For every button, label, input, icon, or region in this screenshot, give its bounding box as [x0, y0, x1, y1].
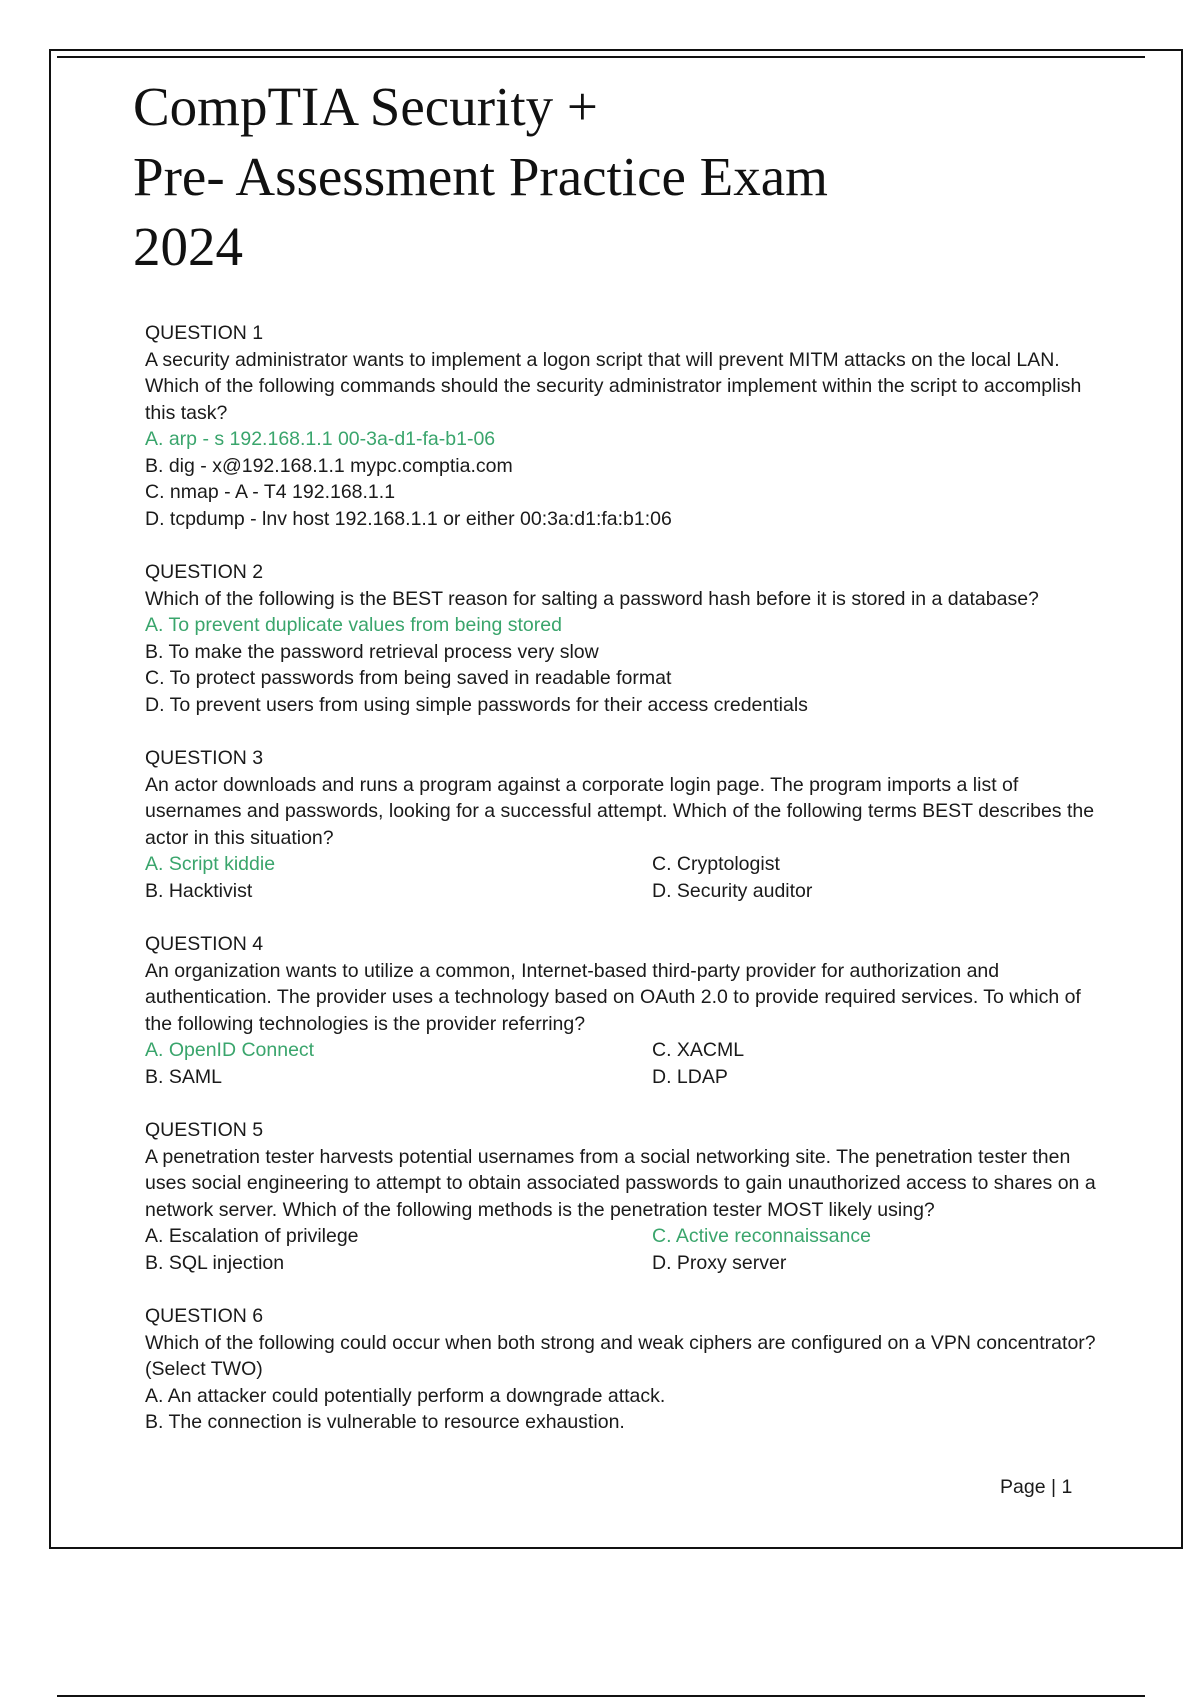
- options-grid: [145, 1223, 1105, 1276]
- title-line-1: CompTIA Security +: [133, 76, 598, 137]
- option-c: C. nmap - A - T4 192.168.1.1: [145, 481, 396, 503]
- option-a-correct: A. To prevent duplicate values from being stored: [145, 614, 562, 636]
- option-a-correct: A. arp - s 192.168.1.1 00-3a-d1-fa-b1-06: [145, 428, 496, 450]
- question-text: An organization wants to utilize a common, Internet-based third-party provider for authorization and authentication. The provider uses a technology based on OAuth 2.0 to provide required services. To which of the following technologies is the provider referring?: [145, 959, 1081, 1035]
- question-5: [145, 1117, 1105, 1276]
- option-c: C. Cryptologist: [652, 853, 780, 875]
- option-b: B. SAML: [145, 1065, 222, 1088]
- question-label: QUESTION 4: [145, 933, 264, 955]
- option-b: B. SQL injection: [145, 1251, 285, 1274]
- option-c: C. To protect passwords from being saved in readable format: [145, 667, 672, 689]
- option-b: B. dig - x@192.168.1.1 mypc.comptia.com: [145, 454, 513, 477]
- question-text: A penetration tester harvests potential usernames from a social networking site. The penetration tester then uses social engineering to attempt to obtain associated passwords to gain unauthorized access to shares on a network server. Which of the following methods is the penetration tester MOST likely using?: [145, 1145, 1096, 1221]
- options-grid: [145, 1037, 1105, 1090]
- option-a-correct: A. OpenID Connect: [145, 1039, 315, 1061]
- question-4: [145, 931, 1105, 1090]
- question-label: QUESTION 6: [145, 1305, 264, 1327]
- option-b: B. The connection is vulnerable to resource exhaustion.: [145, 1411, 625, 1433]
- title-line-3: 2024: [133, 216, 243, 277]
- question-label: QUESTION 1: [145, 322, 264, 344]
- option-d: D. LDAP: [652, 1065, 728, 1088]
- option-a: A. An attacker could potentially perform a downgrade attack.: [145, 1384, 666, 1407]
- question-text: An actor downloads and runs a program against a corporate login page. The program imports a list of usernames and passwords, looking for a successful attempt. Which of the following terms BEST describes the actor in this situation?: [145, 773, 1095, 849]
- option-b: B. To make the password retrieval process very slow: [145, 640, 599, 663]
- options-grid: [145, 851, 1105, 904]
- question-2: [145, 559, 1105, 718]
- question-1: [145, 320, 1105, 532]
- next-page-top-rule: [57, 1695, 1145, 1697]
- option-c-correct: C. Active reconnaissance: [652, 1225, 871, 1247]
- top-rule: [57, 56, 1145, 58]
- question-label: QUESTION 3: [145, 747, 264, 769]
- page-number: Page | 1: [1000, 1476, 1073, 1498]
- question-label: QUESTION 2: [145, 561, 264, 583]
- question-text: Which of the following is the BEST reason for salting a password hash before it is stored in a database?: [145, 587, 1039, 610]
- questions-list: [145, 320, 1105, 1463]
- question-text: Which of the following could occur when both strong and weak ciphers are configured on a VPN concentrator? (Select TWO): [145, 1331, 1096, 1380]
- question-text: A security administrator wants to implement a logon script that will prevent MITM attacks on the local LAN. Which of the following commands should the security administrator implement within the script to accomplish this task?: [145, 348, 1082, 424]
- option-a: A. Escalation of privilege: [145, 1225, 359, 1247]
- option-d: D. Proxy server: [652, 1251, 787, 1274]
- option-c: C. XACML: [652, 1039, 745, 1061]
- question-label: QUESTION 5: [145, 1119, 264, 1141]
- question-3: [145, 745, 1105, 904]
- option-a-correct: A. Script kiddie: [145, 853, 276, 875]
- title-line-2: Pre- Assessment Practice Exam: [133, 146, 828, 207]
- option-d: D. tcpdump - lnv host 192.168.1.1 or either 00:3a:d1:fa:b1:06: [145, 507, 672, 530]
- option-d: D. To prevent users from using simple passwords for their access credentials: [145, 693, 808, 716]
- document-title: [133, 72, 1113, 282]
- option-b: B. Hacktivist: [145, 879, 253, 902]
- option-d: D. Security auditor: [652, 879, 813, 902]
- question-6: [145, 1303, 1105, 1436]
